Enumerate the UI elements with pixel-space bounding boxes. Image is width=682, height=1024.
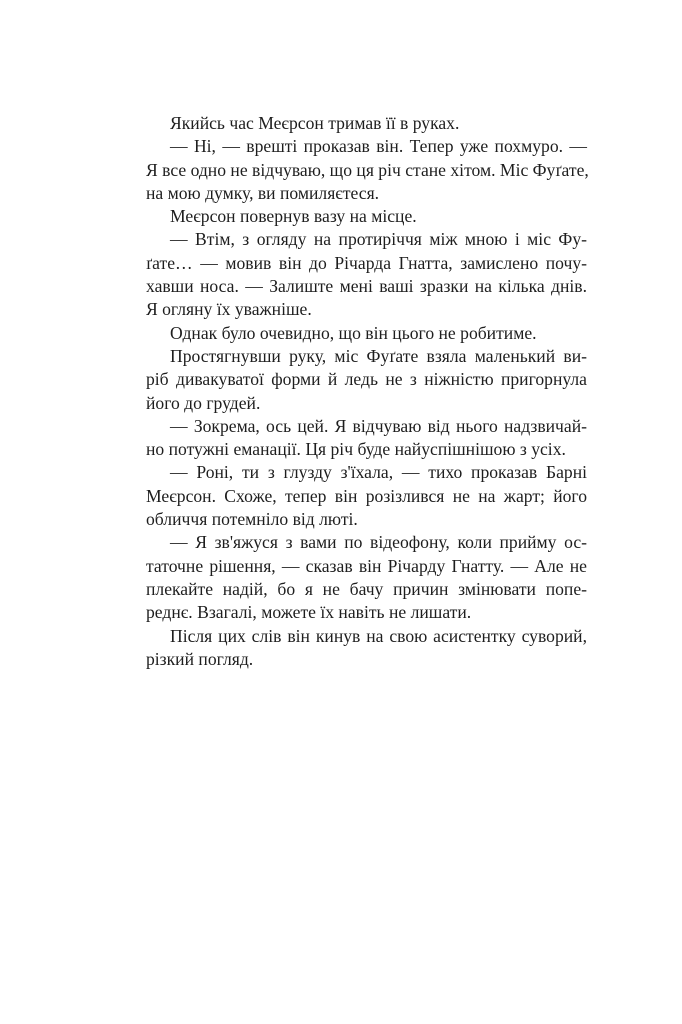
- text-line: ріб дивакуватої форми й ледь не з ніжністю пригорнула: [146, 369, 587, 390]
- text-line: — Ні, — врешті проказав він. Тепер уже похмуро. —: [170, 136, 587, 157]
- text-line: — Зокрема, ось цей. Я відчуваю від нього надзвичай-: [170, 415, 587, 436]
- text-line: Однак було очевидно, що він цього не робитиме.: [170, 322, 537, 343]
- text-line: Простягнувши руку, міс Фуґате взяла маленький ви-: [170, 345, 587, 366]
- text-line: реднє. Взагалі, можете їх навіть не лишати.: [146, 602, 472, 623]
- text-line: Якийсь час Меєрсон тримав її в руках.: [170, 113, 460, 133]
- text-line: Меєрсон. Схоже, тепер він розізлився не на жарт; його: [146, 485, 587, 506]
- text-line: Меєрсон повернув вазу на місце.: [170, 206, 417, 227]
- text-line: таточне рішення, — сказав він Річарду Гнатту. — Але не: [146, 555, 587, 576]
- text-line: хавши носа. — Залиште мені ваші зразки на кілька днів.: [146, 276, 587, 297]
- text-line: на мою думку, ви помиляєтеся.: [146, 182, 380, 203]
- text-line: Я все одно не відчуваю, що ця річ стане хітом. Міс Фуґате,: [146, 159, 589, 180]
- text-line: Я огляну їх уважніше.: [146, 299, 312, 320]
- text-line: обличчя потемніло від люті.: [146, 509, 358, 530]
- text-line: плекайте надій, бо я не бачу причин змінювати попе-: [146, 578, 587, 599]
- text-line: різкий погляд.: [146, 648, 254, 669]
- text-line: Після цих слів він кинув на свою асистентку суворий,: [170, 625, 587, 646]
- text-line: — Роні, ти з глузду з'їхала, — тихо проказав Барні: [170, 462, 587, 483]
- text-line: ґате… — мовив він до Річарда Гнатта, замислено почу-: [146, 252, 587, 273]
- text-line: — Втім, з огляду на протиріччя між мною і міс Фу-: [170, 229, 587, 250]
- text-line: його до грудей.: [146, 392, 261, 413]
- page-body-text: [146, 112, 587, 671]
- text-line: — Я зв'яжуся з вами по відеофону, коли прийму ос-: [170, 532, 587, 553]
- text-line: но потужні еманації. Ця річ буде найуспішнішою з усіх.: [146, 439, 566, 460]
